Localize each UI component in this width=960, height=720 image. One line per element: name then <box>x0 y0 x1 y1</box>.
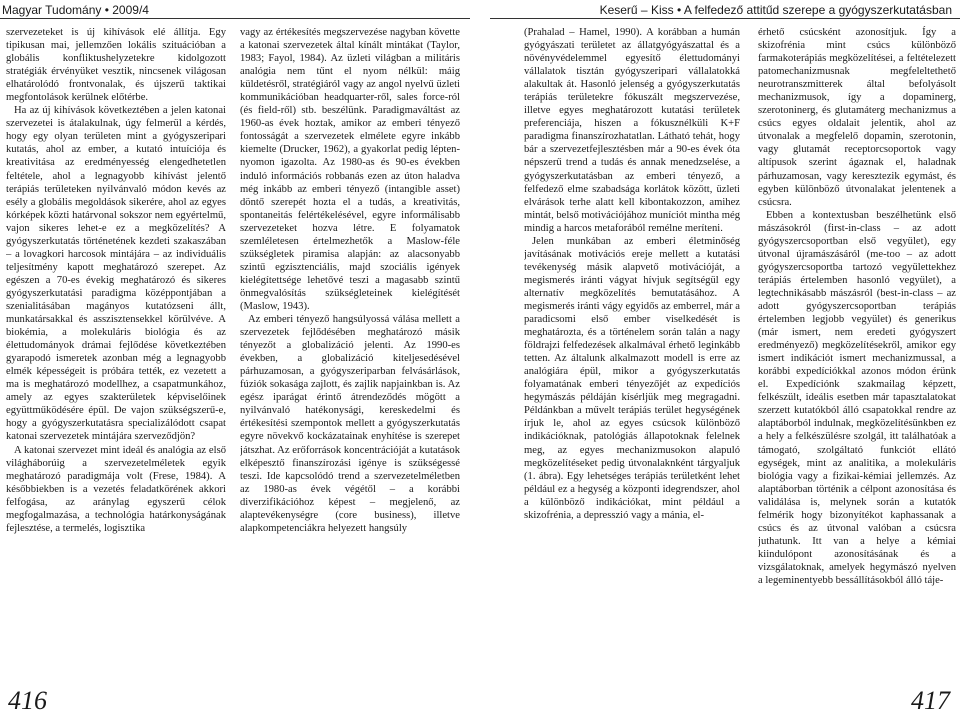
header-rule-left <box>0 18 470 19</box>
paragraph: szervezeteket is új kihívások elé állítja. Egy tipikusan mai, jellemzően lokális szituációban a globális konfliktushelyzetekre kidolgozott stratégiák érvényüket vesztik, nincsenek világosan elhatárolódó frontvonalak, és újszerű taktikai megfontolások kerülnek előtérbe. <box>6 27 226 104</box>
running-header-left: Magyar Tudomány • 2009/4 <box>2 3 149 17</box>
paragraph: A katonai szervezet mint ideál és analógia az első világháborúig a szervezetelméletek egyik meghatározó paradigmája volt (Frese, 1984). A későbbiekben is a vezetés feladatkörének akkori felfogása, az aránylag egyszerű célok megfogalmazása, a technológia határkonyságának fejlesztése, a termelés, logisztika <box>6 444 226 534</box>
right-page-column-1 <box>524 26 740 662</box>
page-number-right: 417 <box>911 686 950 715</box>
paragraph: Ebben a kontextusban beszélhetünk első mászásokról (first-in-class – az adott gyógyszercsoportban első vegyület), egy útvonal újramászásáról (me-too – az adott gyógyszercsoportba tartozó vegyülettekhez terápiás értelemben hasonló vegyület), a legtechnikásabb mászásról (best-in-class – az adott gyógyszercsoportban terápiás értelemben legjobb vegyület) és generikus (már ismert, nem eredeti gyógyszert eredményező) megközelítésekről, amikor egy ismert indikációt ismert mechanizmussal, a korábbi expedíciókkal azonos módon érünk el. Expedíciónk szakmailag képzett, felkészült, ideális esetben már tapasztalatokat szerzett kutatókból álló csapatokkal rendre az alaptáborból indulnak, megközelítésünkben ez a hely a felkészülésre szolgál, itt találhatóak a támogató, szolgáltató funkciót ellátó egységek, mint az analitika, a molekuláris biológia vagy a fizikai-kémiai jellemzés. Az alaptáborban történik a célpont azonosítása és validálása is, melynek során a kutatók felmérik hogy bizonyítékot kaphassanak a csúcs és az útvonal valóban a csúcsra juthatunk. Itt van a helye a kémiai kiindulópont azonosításának és a vizsgálatoknak, amelyek hegymászó nyelven a legeminentyebb bessállításokból álló táje- <box>758 209 956 586</box>
paragraph: Ha az új kihívások következtében a jelen katonai szervezetei is átalakulnak, úgy felmerül a kérdés, hogy egy olyan területen mint a gyógyszeripari kutatás, ahol az ember, a kutató intuíciója és kreativitása az eredményesség elengedhetetlen feltétele, ahol a legnagyobb kihívást jelentő terápiás területeken nyilvánvaló módon kevés az esély a globális megoldások sikerére, ahol az egyes kórképek közti határvonal sokszor nem egyértelmű, vajon sikeres lehet-e ez a megközelítés? A gyógyszerkutatás történetének kezdeti szakaszában – a lovagkori harcosok mintájára – az individuális teljesítmény kapott meghatározó szerepet. Az egészen a 70-es évekig meghatározó és sikeres gyógyszerkutatási paradigma középpontjában a szenialitásában magányos kutatózseni állt, munkatársakkal és asszisztensekkel körülvéve. A biokémia, a molekuláris biológia és az élettudományok drámai fejlődése következtében gyarapodó ismeretek azonban még a legnagyobb elmék képességeit is próbára tették, ez vezetett a ma is meghatározó modellhez, a csapatmunkához, amely az egyes szakterületek képviselőinek együttműködésére épül. De vajon szükségszerű-e, hogy a gyógyszerkutatásra specializálódott csapat katonai szervezetek mintájára szerveződjön? <box>6 105 226 443</box>
left-page-column-1 <box>6 26 226 662</box>
right-page <box>480 0 960 720</box>
paragraph: Jelen munkában az emberi életminőség javításának motivációs ereje mellett a kutatási tevékenység másik alapvető motivációját, a megismerés iránti vágyat hívjuk segítségül egy alternatív megközelítés bemutatásához. A megismerés iránti vágy egyidős az emberrel, már a paradicsomi első ember viselkedését is meghatározta, és a történelem során talán a nagy földrajzi felfedezések alkalmával érhető leginkább tetten. Az általunk alkalmazott modell is erre az analógiára épül, mikor a gyógyszerkutatás folyamatának emberi tényezőjét az expedíciós hegymászás példáján kísérljük meg megragadni. Példánkban a művelt terápiás terület hegységének írjuk le, ahol az egyes csúcsok különböző indikációknak, patológiás állapotoknak felelnek meg, az egyes mechanizmusokon alapuló megközelítéseket pedig útvonalaknként tárgyaljuk (1. ábra). Egy lehetséges terápiás területként lehet például ez a hegység a központi idegrendszer, ahol a különböző indikációkat, mint például a skizofrénia, a depresszió vagy a mánia, el- <box>524 235 740 521</box>
page-number-left: 416 <box>8 686 47 715</box>
paragraph: érhető csúcsként azonosítjuk. Így a skizofrénia mint csúcs különböző farmakoterápiás megközelítései, a feltételezett patomechanizmusnak megfeleltethető neurotranszmitterek által befolyásolt mechanizmusok, így a dopaminerg, szerotoninerg, és glutamáterg mechanizmus a csúcs egyes oldalait jelentik, ahol az útvonalak a megfelelő dopamin, szerotonin, vagy glutamát receptorcsoportok vagy altípusok szerint ágaznak el, haladnak párhuzamosan, vagy keresztezik egymást, és egyben különböző útvonalakat jelentenek a csúcsra. <box>758 27 956 208</box>
paragraph: vagy az értékesítés megszervezése nagyban követte a katonai szervezetek által kínált mintákat (Taylor, 1983; Fayol, 1984). Az üzleti világban a militáris analógia nem tűnt el nyom nélkül: máig küldetésről, stratégiáról vagy az angol nyelvű üzleti kommunikációban headquarter-ről, sales force-ról (és field-ről) stb. beszélünk. Paradigmaváltást az 1960-as évek hoztak, amikor az emberi tényező fontosságát a szervezetek elmélete egyre inkább kiemelte (Drucker, 1962), a gyakorlat pedig lépten-nyomon igazolta. Az 1980-as és 90-es években induló információs robbanás ezen az úton haladva még inkább az emberi tényező (intangible asset) döntő szerepét hozta el a tudás, a kreativitás, spontaneitás felértékelésével, egyre informálisabb szervezeteket hozva létre. E folyamatok szemléletesen értelmezhetők a Maslow-féle szükségletek piramisa alapján: az alacsonyabb szintű egzisztenciális, majd szociális igények kielégítettsége lehetővé teszi a magasabb szintű önmegvalósítás szükségleteinek kielégítését (Maslow, 1943). <box>240 27 460 312</box>
paragraph: (Prahalad – Hamel, 1990). A korábban a humán gyógyászati területet az állatgyógyászattal és a növényvédelemmel egyesítő élettudományi vállalatok tisztán gyógyszeripari vállalatokká alakultak át. Hasonló jelenség a gyógyszerkutatás terápiás területekre fókuszált megszervezése, illetve egyes meghatározott kutatási területek preferenciája, hiszen a fókusznélküli K+F paradigma finanszírozhatatlan. Látható tehát, hogy bár a szervezetfejlesztésben már a 90-es évek óta népszerű trend a tudás és annak menedzselése, a gyógyszerkutatásban az emberi tényező, a felfedező elme szabadsága korlátok között, üzleti elvárások terhe alatt kell kibontakozzon, amihez mintát, belső motivációjához muníciót mintha még mindig a harcos metaforából remélne meríteni. <box>524 27 740 234</box>
header-rule-right <box>490 18 960 19</box>
paragraph: Az emberi tényező hangsúlyossá válása mellett a szervezetek fejlődésében meghatározó másik tényezőt a globalizáció jelenti. Az 1990-es években, a globalizáció kiteljesedésével párhuzamosan, a gyógyszeriparban felvásárlások, fúziók sokasága zajlott, és zajlik napjainkban is. Az egész iparágat érintő átrendeződés mögött a nyilvánvaló hatékonysági, kereskedelmi és értékesítési szempontok mellett a gyógyszerkutatás egyre növekvő kockázatainak enyhítése is szerepet játszhat. Az erőforrások koncentrációját a kutatások elképesztő finanszírozási igénye is szükségessé teszi. Ide kapcsolódó trend a szervezetelméletben az 1980-as évek végétől – a korábbi diverzifikációhoz képest – megjelenő, az alaptevékenységre (core business), illetve alapkompetenciákra helyezett hangsúly <box>240 314 460 534</box>
left-page-column-2 <box>240 26 460 662</box>
running-header-right: Keserű – Kiss • A felfedező attitűd szerepe a gyógyszerkutatásban <box>599 3 952 17</box>
right-page-column-2 <box>758 26 956 662</box>
